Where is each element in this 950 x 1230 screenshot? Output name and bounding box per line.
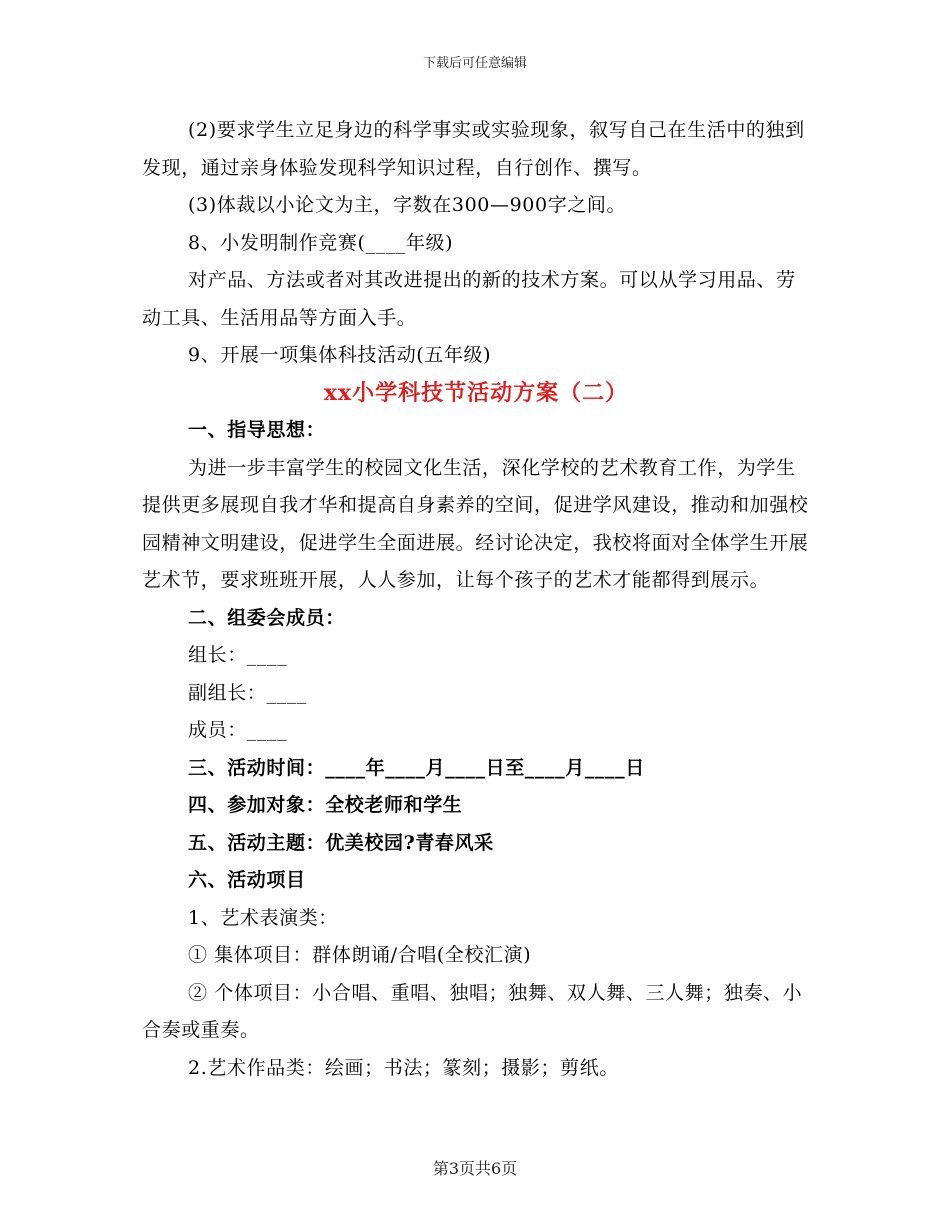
paragraph: 对产品、方法或者对其改进提出的新的技术方案。可以从学习用品、劳动工具、生活用品等方面入手。: [142, 269, 796, 329]
section-heading: 三、活动时间：____年____月____日至____月____日: [188, 756, 645, 779]
section-heading: 四、参加对象：全校老师和学生: [188, 794, 463, 816]
paragraph: (3)体裁以小论文为主，字数在300—900字之间。: [188, 194, 627, 216]
paragraph: 为进一步丰富学生的校园文化生活，深化学校的艺术教育工作，为学生提供更多展现自我才华和提高自身素养的空间，促进学风建设，推动和加强校园精神文明建设，促进学生全面进展。经讨论决定，我校将面对全体学生开展艺术节，要求班班开展，人人参加，让每个孩子的艺术才能都得到展示。: [142, 456, 809, 591]
page-footer: 第3页共6页: [432, 1159, 518, 1178]
member-line: 副组长：____: [188, 681, 307, 704]
paragraph: ① 集体项目：群体朗诵/合唱(全校汇演): [188, 944, 532, 966]
paragraph: 9、开展一项集体科技活动(五年级): [188, 344, 492, 366]
page-header: 下载后可任意编辑: [422, 56, 527, 71]
member-line: 成员：____: [188, 719, 288, 741]
section-heading: 五、活动主题：优美校园?青春风采: [188, 831, 494, 854]
section-heading: 二、组委会成员：: [188, 606, 345, 629]
paragraph: 8、小发明制作竞赛(____年级): [188, 231, 454, 254]
section-heading: 一、指导思想：: [188, 419, 326, 441]
document-body: [142, 112, 810, 1087]
paragraph: ② 个体项目：小合唱、重唱、独唱；独舞、双人舞、三人舞；独奏、小合奏或重奏。: [142, 981, 803, 1041]
member-line: 组长：____: [188, 644, 288, 666]
paragraph: 1、艺术表演类：: [188, 906, 338, 929]
paragraph: (2)要求学生立足身边的科学事实或实验现象，叙写自己在生活中的独到发现，通过亲身体验发现科学知识过程，自行创作、撰写。: [142, 119, 805, 179]
section-heading: 六、活动项目: [188, 869, 306, 891]
paragraph: 2.艺术作品类：绘画；书法；篆刻；摄影；剪纸。: [188, 1056, 619, 1079]
section-title: xx小学科技节活动方案（二）: [323, 379, 629, 406]
